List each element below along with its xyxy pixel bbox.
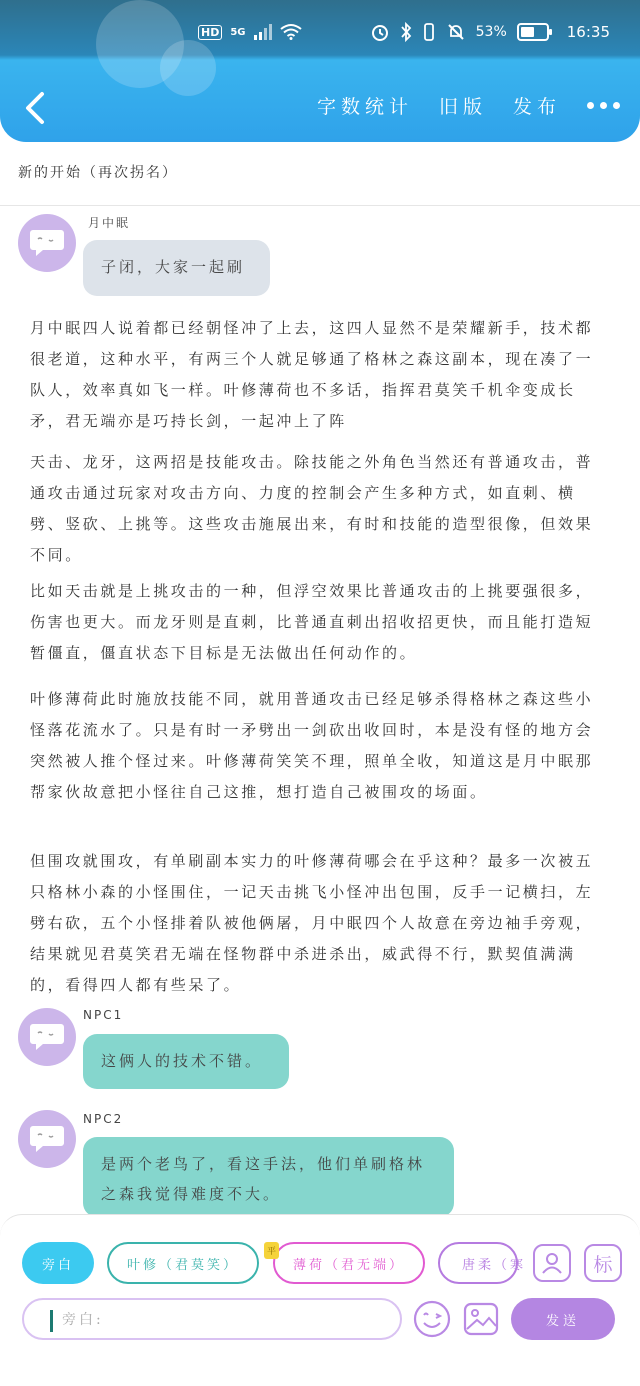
role-character-3[interactable]: 唐柔（寒 [438, 1242, 518, 1284]
signal-icon [254, 24, 272, 40]
back-button[interactable] [18, 88, 58, 128]
narration-paragraph[interactable]: 天击、龙牙，这两招是技能攻击。除技能之外角色当然还有普通攻击，普通攻击通过玩家对攻击方向、力度的控制会产生多种方式，如直刺、横劈、竖砍、上挑等。这些攻击施展出来，有时和技能的造型很像，但效果不同。 [30, 453, 594, 564]
chapter-title[interactable]: 新的开始（再次拐名） [18, 165, 178, 181]
chat-message[interactable]: 子闭，大家一起刷 [83, 240, 270, 296]
avatar[interactable] [18, 1110, 76, 1168]
chat-bubble-icon [29, 1022, 65, 1052]
character-manage-button[interactable] [533, 1244, 571, 1282]
image-button[interactable] [461, 1299, 501, 1339]
narration-paragraph[interactable]: 比如天击就是上挑攻击的一种，但浮空效果比普通攻击的上挑要强很多，伤害也更大。而龙牙则是直刺，比普通直刺出招收招更快，而且能打造短暂僵直，僵直状态下目标是无法做出任何动作的。 [30, 582, 594, 662]
status-bar [0, 0, 640, 60]
header-actions [317, 92, 620, 119]
app-header [0, 0, 640, 142]
bluetooth-icon [400, 22, 412, 42]
mute-bell-icon [446, 22, 466, 42]
alarm-icon [370, 22, 390, 42]
battery-icon [517, 23, 549, 41]
avatar[interactable] [18, 1008, 76, 1066]
narration-paragraph[interactable]: 叶修薄荷此时施放技能不同，就用普通攻击已经足够杀得格林之森这些小怪落花流水了。只是有时一矛劈出一剑砍出收回时，本是没有怪的地方会突然被人推个怪过来。叶修薄荷笑笑不理，照单全收，知道这是月中眠那帮家伙故意把小怪往自己这推，想打造自己被围攻的场面。 [30, 690, 594, 801]
image-icon [461, 1299, 501, 1339]
chat-bubble-icon [29, 1124, 65, 1154]
person-icon [539, 1250, 565, 1276]
input-placeholder: 旁白: [62, 1312, 104, 1328]
old-version-button[interactable]: 旧版 [438, 96, 487, 118]
role-character-1[interactable]: 叶修（君莫笑） [107, 1242, 259, 1284]
vibrate-icon [422, 22, 436, 42]
network-type: 5G [230, 26, 246, 38]
send-button[interactable]: 发送 [511, 1298, 615, 1340]
chat-message[interactable]: 这俩人的技术不错。 [83, 1034, 289, 1089]
wifi-icon [280, 24, 302, 40]
speaker-name: NPC2 [83, 1112, 124, 1126]
speaker-name: NPC1 [83, 1008, 124, 1022]
more-icon[interactable] [587, 102, 620, 109]
chat-bubble-icon [29, 228, 65, 258]
message-input[interactable] [22, 1298, 402, 1340]
battery-percent: 53% [475, 24, 507, 40]
clock: 16:35 [566, 23, 610, 41]
role-character-2[interactable]: 薄荷（君无端） [273, 1242, 425, 1284]
mark-button[interactable]: 标 [584, 1244, 622, 1282]
narration-paragraph[interactable]: 月中眠四人说着都已经朝怪冲了上去，这四人显然不是荣耀新手，技术都很老道，这种水平，有两三个人就足够通了格林之森这副本，现在凑了一队人，效率真如飞一样。叶修薄荷也不多话，指挥君莫笑千机伞变成长矛，君无端亦是巧持长剑，一起冲上了阵 [30, 319, 594, 430]
emoji-button[interactable] [412, 1299, 452, 1339]
divider [0, 205, 640, 206]
publish-button[interactable]: 发布 [512, 96, 561, 118]
chat-message[interactable]: 是两个老鸟了，看这手法，他们单刷格林之森我觉得难度不大。 [83, 1137, 454, 1217]
chevron-left-icon [18, 88, 58, 128]
role-tag-badge: 平 [264, 1242, 279, 1259]
hd-indicator: HD [198, 25, 222, 40]
speaker-name: 月中眠 [88, 216, 131, 230]
smiley-icon [412, 1299, 452, 1339]
avatar[interactable] [18, 214, 76, 272]
narration-paragraph[interactable]: 但围攻就围攻，有单刷副本实力的叶修薄荷哪会在乎这种？最多一次被五只格林小森的小怪围住，一记天击挑飞小怪冲出包围，反手一记横扫，左劈右砍，五个小怪排着队被他俩屠，月中眠四个人故意在旁边袖手旁观，结果就见君莫笑君无端在怪物群中杀进杀出，威武得不行，默契值满满的，看得四人都有些呆了。 [30, 852, 594, 994]
word-count-button[interactable]: 字数统计 [316, 96, 413, 118]
role-narrator[interactable]: 旁白 [22, 1242, 94, 1284]
text-caret [50, 1310, 53, 1332]
